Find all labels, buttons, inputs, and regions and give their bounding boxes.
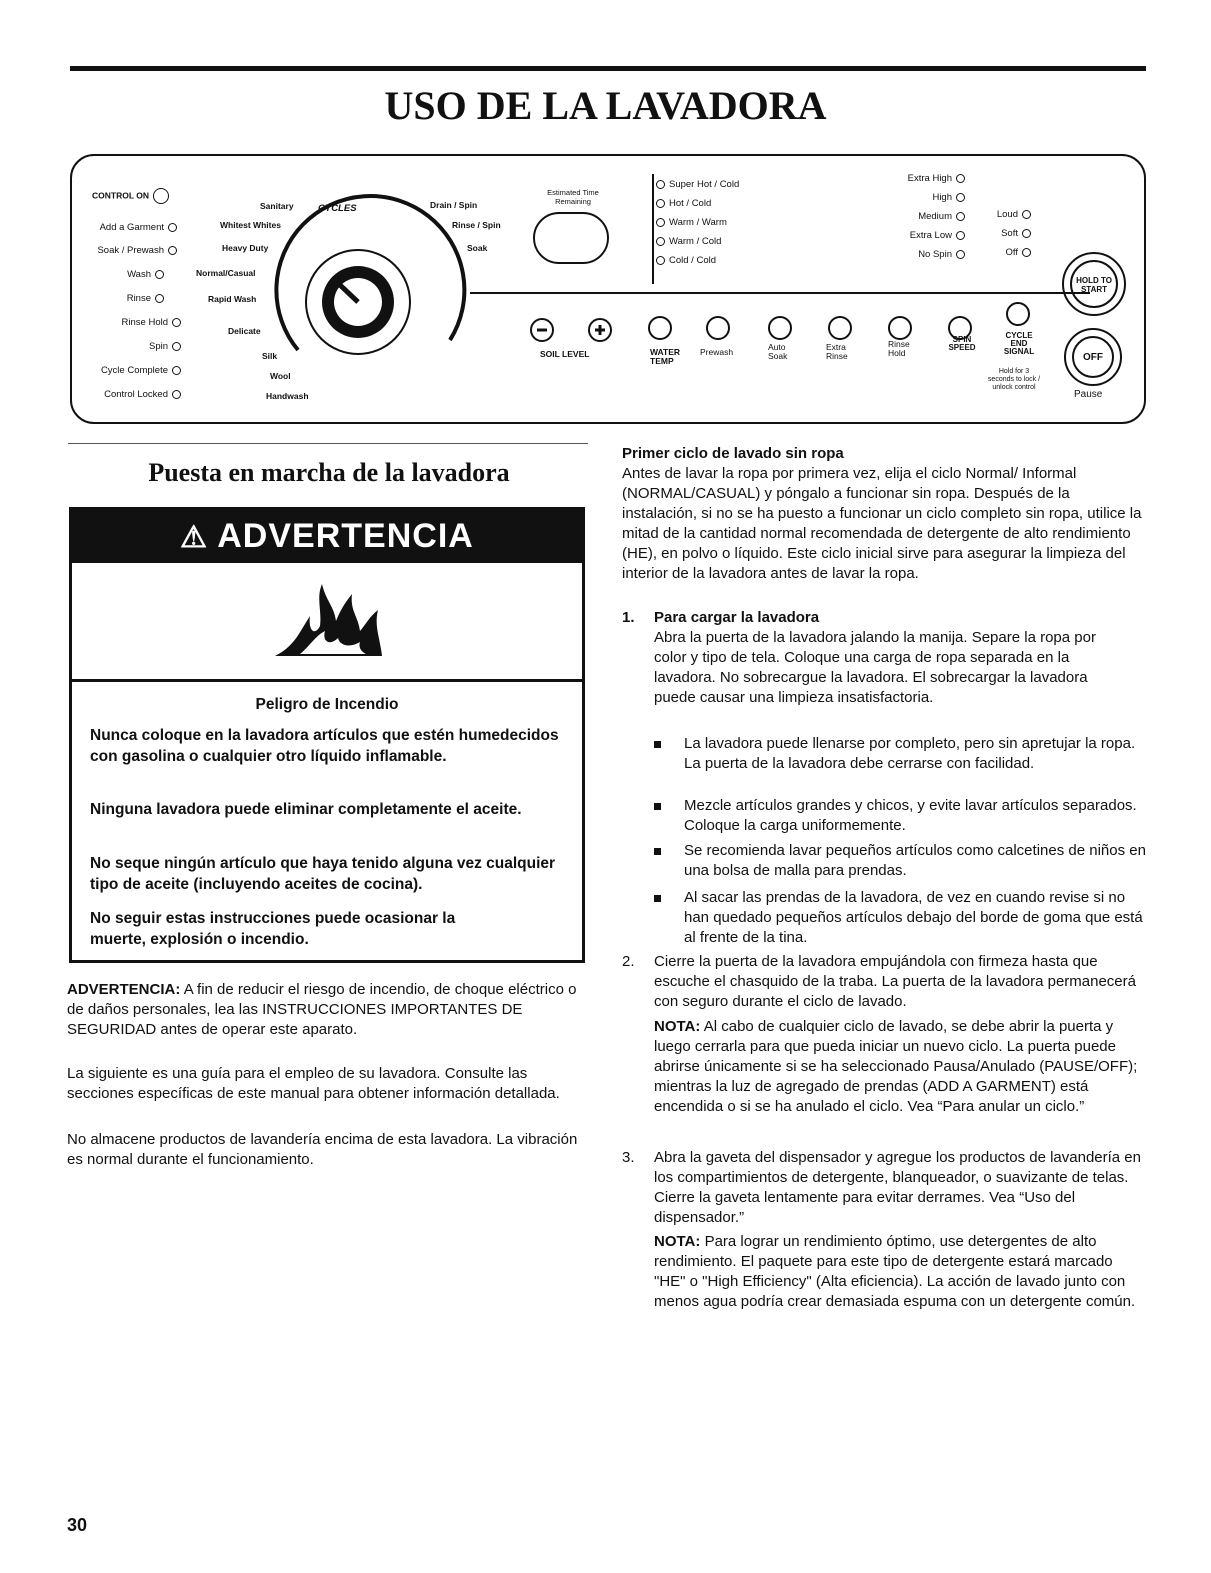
page-title: USO DE LA LAVADORA — [384, 83, 827, 128]
note2-text: Para lograr un rendimiento óptimo, use detergentes de alto rendimiento. El paquete para este tipo de detergente estará marcado "HE" o "High Efficiency" (Alta eficiencia). La acción de lavado junto con menos agua podría crear demasiada espuma con un detergente común. — [654, 1233, 1136, 1310]
status-rinse: Rinse — [127, 294, 164, 304]
prewash-button[interactable] — [706, 316, 730, 340]
hold-lock-note: Hold for 3 seconds to lock / unlock control — [987, 368, 1041, 391]
cycle-normal-casual: Normal/Casual — [196, 268, 256, 278]
status-spin: Spin — [149, 342, 181, 352]
temp-warm-warm: Warm / Warm — [656, 218, 727, 228]
cycle-wool: Wool — [270, 371, 291, 381]
status-wash: Wash — [127, 270, 164, 280]
bullet-icon — [654, 803, 661, 810]
cycles-label: CYCLES — [318, 203, 357, 214]
status-light-icon — [168, 246, 177, 255]
step1-number: 1. — [622, 609, 635, 626]
step1-text: Abra la puerta de la lavadora jalando la manija. Separe la ropa por color y tipo de tela. Coloque una carga de ropa separada en la lavadora. No sobrecargue la lavadora. El sobrecargar la lavadora puede causar una limpieza insatisfactoria. — [654, 629, 1096, 706]
step3-text: Abra la gaveta del dispensador y agregue los productos de lavandería en los compartimientos de detergente, blanqueador, o suavizante de telas. Cierre la gaveta lentamente para evitar derrames. Vea “Uso del dispensador.” — [654, 1149, 1141, 1226]
signal-light-icon — [1022, 248, 1031, 257]
spin-light-icon — [956, 231, 965, 240]
top-rule — [70, 66, 1146, 71]
cycle-whitest-whites: Whitest Whites — [220, 220, 281, 230]
spin-light-icon — [956, 212, 965, 221]
status-cycle-complete: Cycle Complete — [101, 366, 181, 376]
start-button-label: HOLD TO START — [1070, 260, 1118, 308]
cycle-handwash: Handwash — [266, 391, 309, 401]
note2-label: NOTA: — [654, 1233, 701, 1250]
status-control-on: CONTROL ON — [92, 188, 169, 204]
cycle-rapid-wash: Rapid Wash — [208, 294, 257, 304]
cycle-delicate: Delicate — [228, 326, 261, 336]
prewash-label: Prewash — [700, 347, 734, 357]
temp-warm-cold: Warm / Cold — [656, 237, 721, 247]
status-light-icon — [168, 223, 177, 232]
time-display — [533, 212, 609, 264]
bullet-item: Se recomienda lavar pequeños artículos como calcetines de niños en una bolsa de malla para prendas. — [684, 842, 1146, 879]
step3-number: 3. — [622, 1149, 635, 1166]
first-cycle-intro: Antes de lavar la ropa por primera vez, elija el ciclo Normal/ Informal (NORMAL/CASUAL) y póngalo a funcionar sin ropa. Después de la instalación, si no se ha puesto a funcionar un ciclo completo sin ropa, utilice la mitad de la cantidad normal recomendada de detergente de alto rendimiento (HE), en polvo o líquido. Este ciclo inicial sirve para asegurar la limpieza del interior de la lavadora antes de lavar la ropa. — [622, 465, 1142, 582]
soil-level-minus-button[interactable] — [530, 318, 554, 342]
temp-super-hot-cold: Super Hot / Cold — [656, 180, 739, 190]
bullet-item: La lavadora puede llenarse por completo, pero sin apretujar la ropa. La puerta de la lavadora debe cerrarse con facilidad. — [684, 735, 1136, 772]
warning-header — [69, 507, 585, 563]
status-add-garment: Add a Garment — [100, 223, 177, 233]
cycle-rinse-spin: Rinse / Spin — [452, 220, 501, 230]
spin-light-icon — [956, 174, 965, 183]
section-rule — [68, 443, 588, 444]
step2-text: Cierre la puerta de la lavadora empujándola con firmeza hasta que escuche el chasquido de la traba. La puerta de la lavadora permanecerá con seguro durante el ciclo de lavado. — [654, 953, 1136, 1010]
status-light-icon — [155, 294, 164, 303]
rinse-hold-button[interactable] — [888, 316, 912, 340]
bullet-item: Al sacar las prendas de la lavadora, de vez en cuando revise si no han quedado pequeños artículos debajo del borde de goma que está al frente de la tina. — [684, 889, 1143, 946]
cycle-drain-spin: Drain / Spin — [430, 200, 478, 210]
signal-loud: Loud — [997, 210, 1031, 220]
status-light-icon — [172, 390, 181, 399]
signal-light-icon — [1022, 229, 1031, 238]
auto-soak-button[interactable] — [768, 316, 792, 340]
soil-level-plus-button[interactable] — [588, 318, 612, 342]
control-on-light-icon — [153, 188, 169, 204]
warning-triangle-icon: ⚠ — [180, 521, 209, 554]
spin-speed-label: SPIN SPEED — [948, 335, 976, 352]
advertencia-text: A fin de reducir el riesgo de incendio, de choque eléctrico o de daños personales, lea las INSTRUCCIONES IMPORTANTES DE SEGURIDAD antes de operar este aparato. — [67, 981, 577, 1038]
status-control-locked: Control Locked — [104, 390, 181, 400]
temp-light-icon — [656, 218, 665, 227]
spin-extra-low: Extra Low — [910, 231, 965, 241]
temp-light-icon — [656, 180, 665, 189]
spin-medium: Medium — [918, 212, 965, 222]
temp-bracket — [652, 174, 654, 284]
cycle-silk: Silk — [262, 351, 278, 361]
temp-cold-cold: Cold / Cold — [656, 256, 716, 266]
extra-rinse-button[interactable] — [828, 316, 852, 340]
step2-number: 2. — [622, 953, 635, 970]
cycle-end-signal-button[interactable] — [1006, 302, 1030, 326]
bullet-icon — [654, 895, 661, 902]
soil-level-label: SOIL LEVEL — [540, 349, 590, 359]
advertencia-label: ADVERTENCIA: — [67, 981, 181, 998]
spin-high: High — [932, 193, 965, 203]
spin-light-icon — [956, 193, 965, 202]
status-soak-prewash: Soak / Prewash — [97, 246, 177, 256]
warning-hazard: Peligro de Incendio — [255, 696, 399, 713]
status-light-icon — [172, 342, 181, 351]
bullet-icon — [654, 741, 661, 748]
section-title: Puesta en marcha de la lavadora — [148, 458, 510, 487]
cycle-end-signal-label: CYCLE END SIGNAL — [1003, 331, 1035, 356]
step1-title: Para cargar la lavadora — [654, 609, 820, 626]
note1 — [654, 1017, 1144, 1117]
warning-separator — [69, 679, 585, 682]
signal-light-icon — [1022, 210, 1031, 219]
status-light-icon — [172, 366, 181, 375]
pause-label: Pause — [1074, 389, 1103, 400]
estimated-time-label: Estimated Time Remaining — [547, 188, 599, 206]
water-temp-button[interactable] — [648, 316, 672, 340]
off-button-label: OFF — [1072, 336, 1114, 378]
extra-rinse-label: Extra Rinse — [826, 342, 848, 361]
bullet-icon — [654, 848, 661, 855]
bullet-item: Mezcle artículos grandes y chicos, y evite lavar artículos separados. Coloque la carga uniformemente. — [684, 797, 1137, 834]
cycle-sanitary: Sanitary — [260, 201, 294, 211]
note1-text: Al cabo de cualquier ciclo de lavado, se debe abrir la puerta y luego cerrarla para que pueda iniciar un nuevo ciclo. La puerta puede abrirse únicamente si se ha seleccionado Pausa/Anulado (PAUSE/OFF); mientras la luz de agregado de prendas (ADD A GARMENT) está encendida o si se ha anulado el ciclo. Vea “Para anular un ciclo.” — [654, 1018, 1138, 1115]
first-cycle-heading: Primer ciclo de lavado sin ropa — [622, 445, 844, 462]
temp-light-icon — [656, 199, 665, 208]
status-light-icon — [155, 270, 164, 279]
rinse-hold-label: Rinse Hold — [888, 339, 910, 358]
storage-paragraph: No almacene productos de lavandería encima de esta lavadora. La vibración es normal durante el funcionamiento. — [67, 1131, 578, 1168]
warning-paragraph: No seguir estas instrucciones puede ocasionar la muerte, explosión o incendio. — [90, 910, 456, 948]
page-number: 30 — [67, 1515, 88, 1535]
water-temp-label: WATER TEMP — [650, 347, 681, 366]
spin-light-icon — [956, 250, 965, 259]
auto-soak-label: Auto Soak — [768, 342, 788, 361]
fire-icon — [270, 576, 390, 662]
cycle-heavy-duty: Heavy Duty — [222, 243, 269, 253]
temp-light-icon — [656, 237, 665, 246]
warning-paragraph: Nunca coloque en la lavadora artículos que estén humedecidos con gasolina o cualquier otro líquido inflamable. — [90, 727, 559, 765]
signal-soft: Soft — [1001, 229, 1031, 239]
start-button[interactable] — [1062, 252, 1126, 316]
note1-label: NOTA: — [654, 1018, 701, 1035]
off-button[interactable] — [1064, 328, 1122, 386]
warning-paragraph: No seque ningún artículo que haya tenido alguna vez cualquier tipo de aceite (incluyendo aceites de cocina). — [90, 855, 556, 893]
warning-paragraph: Ninguna lavadora puede eliminar completamente el aceite. — [90, 801, 522, 818]
status-rinse-hold: Rinse Hold — [122, 318, 181, 328]
temp-hot-cold: Hot / Cold — [656, 199, 711, 209]
status-light-icon — [172, 318, 181, 327]
guide-paragraph: La siguiente es una guía para el empleo de su lavadora. Consulte las secciones específicas de este manual para obtener información detallada. — [67, 1065, 560, 1102]
advertencia-paragraph — [67, 980, 587, 1040]
temp-light-icon — [656, 256, 665, 265]
cycle-soak: Soak — [467, 243, 488, 253]
signal-off: Off — [1006, 248, 1032, 258]
panel-divider — [470, 292, 1090, 294]
spin-no-spin: No Spin — [918, 250, 965, 260]
spin-extra-high: Extra High — [908, 174, 965, 184]
note2 — [654, 1232, 1140, 1312]
warning-header-text: ADVERTENCIA — [217, 517, 474, 555]
